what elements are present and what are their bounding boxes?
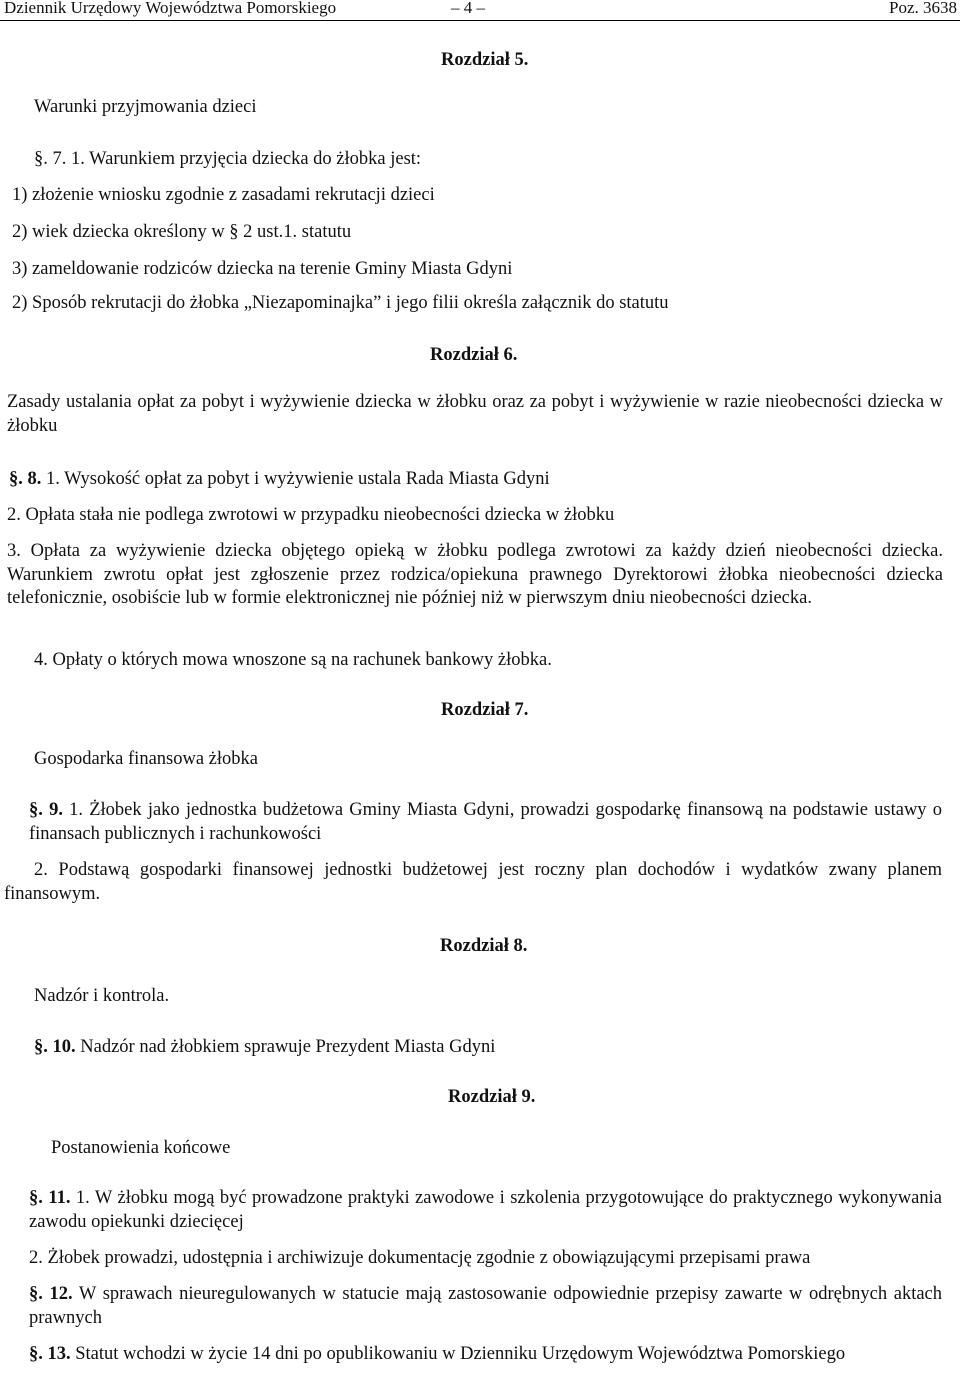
chapter-6-heading: Rozdział 6. [430,345,518,365]
paragraph-7 [34,148,421,170]
section-mark: §. 10. [34,1037,76,1057]
chapter-7-title: Gospodarka finansowa żłobka [34,749,258,769]
paragraph-text: Statut wchodzi w życie 14 dni po opublikowaniu w Dzienniku Urzędowym Województwa Pomorskiego [70,1344,846,1364]
paragraph-8 [9,468,550,490]
paragraph-text: 2. Podstawą gospodarki finansowej jednostki budżetowej jest roczny plan dochodów i wydatków zwany planem finansowym. [4,860,942,904]
paragraph-text: 1. Żłobek jako jednostka budżetowa Gminy Miasta Gdyni, prowadzi gospodarkę finansową na podstawie ustawy o finansach publicznych i rachunkowości [29,800,943,844]
chapter-7-heading: Rozdział 7. [441,700,529,720]
paragraph-12 [29,1283,942,1330]
page-header [0,0,960,21]
chapter-5-heading: Rozdział 5. [441,50,529,70]
section-mark: §. 8. [9,469,42,489]
paragraph-11 [29,1187,942,1234]
list-item: 2) wiek dziecka określony w § 2 ust.1. statutu [12,222,352,242]
list-item: 3) zameldowanie rodziców dziecka na terenie Gminy Miasta Gdyni [12,259,513,279]
paragraph-9 [29,799,942,846]
position-number: Poz. 3638 [889,0,957,17]
page-number: – 4 – [451,0,485,17]
journal-name: Dziennik Urzędowy Województwa Pomorskiego [4,0,337,17]
paragraph-8-3: 3. Opłata za wyżywienie dziecka objętego opieką w żłobku podlega zwrotowi za każdy dzień nieobecności dziecka. Warunkiem zwrotu opłat jest zgłoszenie przez rodzica/opiekuna prawnego Dyrektorowi żłobka nieobecności dziecka telefonicznie, osobiście lub w formie elektronicznej nie później niż w pierwszym dniu nieobecności dziecka. [7,541,943,608]
section-mark: §. 9. [29,800,63,820]
paragraph-text: 1. Wysokość opłat za pobyt i wyżywienie ustala Rada Miasta Gdyni [41,469,550,489]
paragraph-8-4: 4. Opłaty o których mowa wnoszone są na rachunek bankowy żłobka. [34,650,552,670]
paragraph-text: 1. W żłobku mogą być prowadzone praktyki zawodowe i szkolenia przygotowujące do praktycznego wykonywania zawodu opiekunki dziecięcej [29,1188,942,1232]
paragraph-9-2 [4,859,942,906]
paragraph-text: W sprawach nieuregulowanych w statucie mają zastosowanie odpowiednie przepisy zawarte w odrębnych aktach prawnych [29,1284,943,1328]
section-mark: §. 11. [29,1188,71,1208]
paragraph-10 [34,1036,495,1058]
chapter-9-title: Postanowienia końcowe [51,1138,231,1158]
chapter-8-title: Nadzór i kontrola. [34,986,170,1006]
chapter-5-title: Warunki przyjmowania dzieci [34,97,257,117]
chapter-9-heading: Rozdział 9. [448,1087,536,1107]
chapter-6-title: Zasady ustalania opłat za pobyt i wyżywienie dziecka w żłobku oraz za pobyt i wyżywienie w razie nieobecności dziecka w żłobku [7,392,943,436]
paragraph-text: Warunkiem przyjęcia dziecka do żłobka jest: [84,149,422,169]
section-mark: §. 13. [29,1344,71,1364]
paragraph-13 [29,1343,942,1367]
list-item: 2) Sposób rekrutacji do żłobka „Niezapominajka” i jego filii określa załącznik do statutu [12,293,669,313]
section-mark: §. 7. 1. [34,149,85,169]
paragraph-11-2: 2. Żłobek prowadzi, udostępnia i archiwizuje dokumentację zgodnie z obowiązującymi przepisami prawa [29,1248,811,1268]
section-mark: §. 12. [29,1284,73,1304]
list-item: 1) złożenie wniosku zgodnie z zasadami rekrutacji dzieci [12,185,435,205]
paragraph-8-2: 2. Opłata stała nie podlega zwrotowi w przypadku nieobecności dziecka w żłobku [7,505,615,525]
chapter-8-heading: Rozdział 8. [440,936,528,956]
paragraph-text: Nadzór nad żłobkiem sprawuje Prezydent Miasta Gdyni [75,1037,496,1057]
